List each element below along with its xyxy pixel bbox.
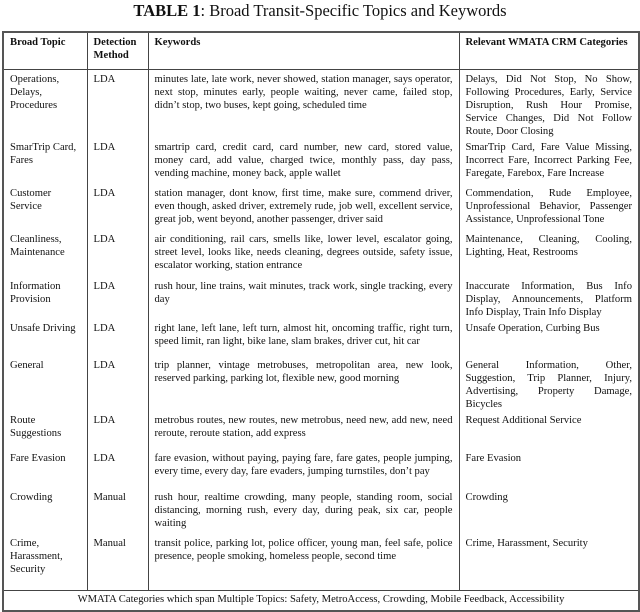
categories-cell: Request Additional Service	[459, 411, 639, 449]
topics-table	[2, 31, 640, 612]
header-keywords: Keywords	[148, 32, 459, 70]
header-broad-topic: Broad Topic	[3, 32, 87, 70]
method-cell: LDA	[87, 411, 148, 449]
method-cell: LDA	[87, 356, 148, 411]
topic-cell: Operations, Delays, Procedures	[3, 70, 87, 139]
table-row	[3, 411, 639, 449]
table-row	[3, 488, 639, 534]
categories-cell: Fare Evasion	[459, 449, 639, 488]
method-cell: Manual	[87, 534, 148, 591]
keywords-cell: trip planner, vintage metrobuses, metropolitan area, new look, reserved parking, parking lot, flexible new, good morning	[148, 356, 459, 411]
method-cell: LDA	[87, 230, 148, 277]
method-cell: Manual	[87, 488, 148, 534]
keywords-cell: minutes late, late work, never showed, station manager, says operator, next stop, minutes early, people waiting, never came, failed stop, didn’t stop, two buses, kept going, scheduled time	[148, 70, 459, 139]
method-cell: LDA	[87, 184, 148, 230]
topic-cell: Fare Evasion	[3, 449, 87, 488]
topic-cell: Cleanliness, Maintenance	[3, 230, 87, 277]
header-detection-method: Detection Method	[87, 32, 148, 70]
table-row	[3, 70, 639, 139]
table-label: TABLE 1	[133, 1, 201, 20]
keywords-cell: rush hour, line trains, wait minutes, track work, single tracking, every day	[148, 277, 459, 319]
topic-cell: Customer Service	[3, 184, 87, 230]
keywords-cell: station manager, dont know, first time, make sure, commend driver, even though, asked driver, extremely rude, job well, excellent service, great job, went beyond, another passenger, driver said	[148, 184, 459, 230]
keywords-cell: metrobus routes, new routes, new metrobus, need new, add new, need reroute, reroute station, add express	[148, 411, 459, 449]
table-row	[3, 319, 639, 356]
table-row	[3, 230, 639, 277]
topic-cell: Crime, Harassment, Security	[3, 534, 87, 591]
method-cell: LDA	[87, 138, 148, 184]
footer-note: WMATA Categories which span Multiple Topics: Safety, MetroAccess, Crowding, Mobile Feedback, Accessibility	[3, 591, 639, 612]
table-row	[3, 449, 639, 488]
method-cell: LDA	[87, 277, 148, 319]
topic-cell: Unsafe Driving	[3, 319, 87, 356]
topic-cell: Information Provision	[3, 277, 87, 319]
table-row	[3, 184, 639, 230]
table-row	[3, 534, 639, 591]
table-title: : Broad Transit-Specific Topics and Keywords	[200, 1, 507, 20]
keywords-cell: right lane, left lane, left turn, almost hit, oncoming traffic, right turn, speed limit, ran light, bike lane, slam brakes, driver cut, hit car	[148, 319, 459, 356]
table-row	[3, 138, 639, 184]
categories-cell: Delays, Did Not Stop, No Show, Following Procedures, Early, Service Disruption, Rush Hour Promise, Service Changes, Did Not Follow Route, Door Closing	[459, 70, 639, 139]
topic-cell: Route Suggestions	[3, 411, 87, 449]
header-row	[3, 32, 639, 70]
topic-cell: SmarTrip Card, Fares	[3, 138, 87, 184]
method-cell: LDA	[87, 449, 148, 488]
keywords-cell: rush hour, realtime crowding, many people, standing room, social distancing, morning rush, every day, during peak, six car, people waiting	[148, 488, 459, 534]
keywords-cell: transit police, parking lot, police officer, young man, feel safe, police presence, people smoking, homeless people, second time	[148, 534, 459, 591]
categories-cell: Maintenance, Cleaning, Cooling, Lighting, Heat, Restrooms	[459, 230, 639, 277]
keywords-cell: air conditioning, rail cars, smells like, lower level, escalator going, street level, looks like, needs cleaning, degrees outside, safety issue, escalator working, station entrance	[148, 230, 459, 277]
keywords-cell: fare evasion, without paying, paying fare, fare gates, people jumping, every time, every day, fare evaders, jumping turnstiles, don’t pay	[148, 449, 459, 488]
table-caption	[0, 0, 640, 28]
categories-cell: SmarTrip Card, Fare Value Missing, Incorrect Fare, Incorrect Parking Fee, Faregate, Farebox, Fare Increase	[459, 138, 639, 184]
method-cell: LDA	[87, 70, 148, 139]
categories-cell: Crime, Harassment, Security	[459, 534, 639, 591]
keywords-cell: smartrip card, credit card, card number, new card, stored value, money card, add value, charged twice, monthly pass, day pass, vending machine, money back, apple wallet	[148, 138, 459, 184]
topic-cell: Crowding	[3, 488, 87, 534]
topic-cell: General	[3, 356, 87, 411]
categories-cell: Crowding	[459, 488, 639, 534]
categories-cell: General Information, Other, Suggestion, Trip Planner, Injury, Advertising, Property Damage, Bicycles	[459, 356, 639, 411]
table-row	[3, 277, 639, 319]
footer-row	[3, 591, 639, 612]
categories-cell: Unsafe Operation, Curbing Bus	[459, 319, 639, 356]
categories-cell: Inaccurate Information, Bus Info Display, Announcements, Platform Info Display, Train Info Display	[459, 277, 639, 319]
table-row	[3, 356, 639, 411]
method-cell: LDA	[87, 319, 148, 356]
header-categories: Relevant WMATA CRM Categories	[459, 32, 639, 70]
categories-cell: Commendation, Rude Employee, Unprofessional Behavior, Passenger Assistance, Unprofessional Tone	[459, 184, 639, 230]
